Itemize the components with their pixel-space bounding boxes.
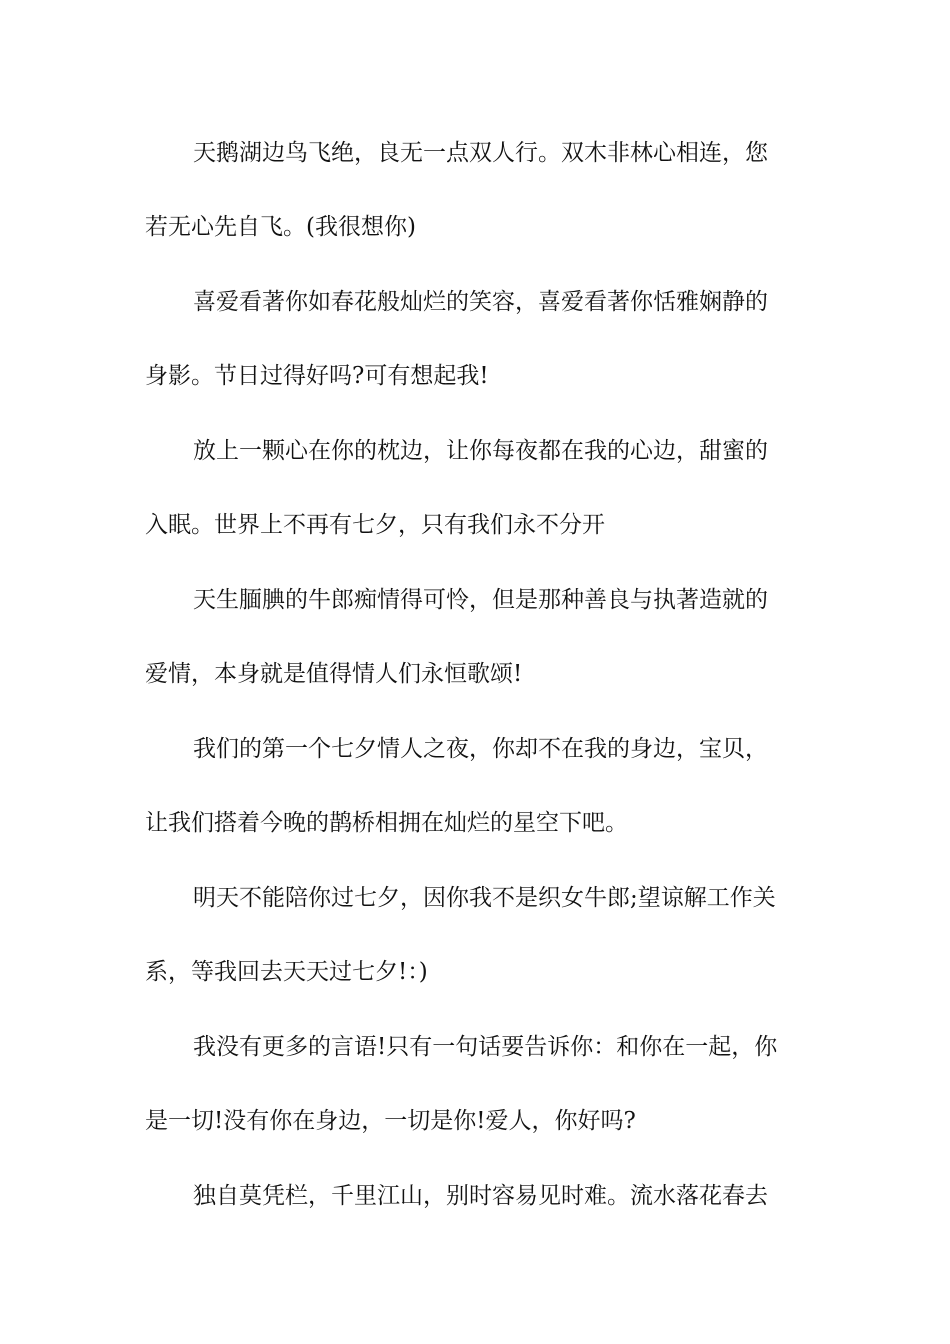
paragraph-2-line-2: 身影。节日过得好吗?可有想起我!: [145, 363, 489, 389]
paragraph-3-line-1: 放上一颗心在你的枕边，让你每夜都在我的心边，甜蜜的: [193, 438, 768, 464]
paragraph-8-line-1: 独自莫凭栏，千里江山，别时容易见时难。流水落花春去: [193, 1183, 768, 1209]
paragraph-1-line-2: 若无心先自飞。(我很想你): [145, 214, 416, 240]
paragraph-1-line-1: 天鹅湖边鸟飞绝，良无一点双人行。双木非林心相连，您: [193, 140, 768, 166]
paragraph-6-line-2: 系，等我回去天天过七夕!：): [145, 959, 428, 985]
paragraph-2-line-1: 喜爱看著你如春花般灿烂的笑容，喜爱看著你恬雅娴静的: [193, 289, 768, 315]
paragraph-7-line-2: 是一切!没有你在身边，一切是你!爱人，你好吗?: [145, 1108, 636, 1134]
paragraph-5-line-1: 我们的第一个七夕情人之夜，你却不在我的身边，宝贝，: [193, 736, 768, 762]
paragraph-4-line-2: 爱情，本身就是值得情人们永恒歌颂!: [145, 661, 523, 687]
paragraph-3-line-2: 入眠。世界上不再有七夕，只有我们永不分开: [145, 512, 605, 538]
paragraph-5-line-2: 让我们搭着今晚的鹊桥相拥在灿烂的星空下吧。: [145, 810, 628, 836]
paragraph-6-line-1: 明天不能陪你过七夕，因你我不是织女牛郎;望谅解工作关: [193, 885, 776, 911]
paragraph-7-line-1: 我没有更多的言语!只有一句话要告诉你：和你在一起，你: [193, 1034, 778, 1060]
paragraph-4-line-1: 天生腼腆的牛郎痴情得可怜，但是那种善良与执著造就的: [193, 587, 768, 613]
